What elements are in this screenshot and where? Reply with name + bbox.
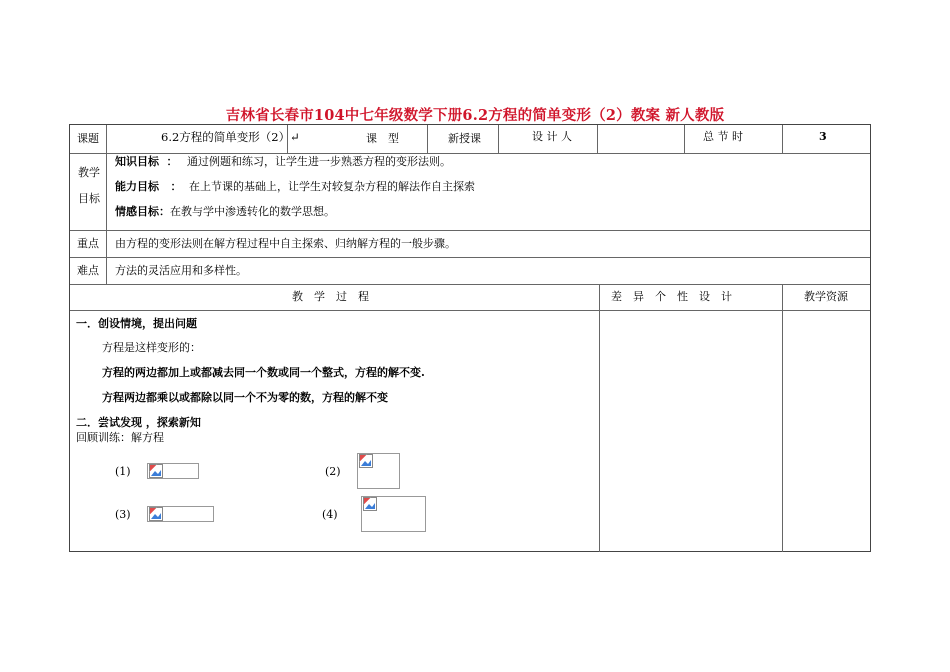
topic-value: 6.2方程的简单变形（2）↵ (161, 130, 300, 144)
process-header: 教 学 过 程 (292, 290, 369, 303)
broken-image-icon (149, 464, 163, 478)
type-value: 新授课 (448, 132, 481, 145)
emotion-goal: 情感目标：在教与学中渗透转化的数学思想。 (115, 205, 335, 218)
section2-title: 二．尝试发现 ，探索新知 (76, 416, 201, 429)
knowledge-goal: 知识目标 ： 通过例题和练习，让学生进一步熟悉方程的变形法则。 (115, 155, 451, 168)
equation-3-label: (3) (115, 508, 131, 521)
broken-image-icon (149, 507, 163, 521)
designer-label: 设 计 人 (532, 130, 572, 143)
emotion-goal-label: 情感目标 (115, 205, 159, 218)
document-title: 吉林省长春市104中七年级数学下册6.2方程的简单变形（2）教案 新人教版 (225, 107, 725, 124)
equation-3-image (147, 506, 214, 522)
broken-image-icon (359, 454, 373, 468)
emotion-goal-text: 在教与学中渗透转化的数学思想。 (170, 205, 335, 218)
rule-1: 方程的两边都加上或都减去同一个数或同一个整式，方程的解不变. (102, 366, 425, 379)
resources-header: 教学资源 (804, 290, 848, 303)
equation-1-label: (1) (115, 465, 131, 478)
type-label: 课 型 (366, 132, 399, 145)
topic-label: 课题 (77, 132, 99, 145)
section1-intro: 方程是这样变形的： (102, 341, 201, 354)
knowledge-goal-label: 知识目标 (115, 155, 159, 168)
rule-2: 方程两边都乘以或都除以同一个不为零的数，方程的解不变 (102, 391, 388, 404)
equation-2-label: (2) (325, 465, 341, 478)
equation-4-image (361, 496, 426, 532)
key-point-text: 由方程的变形法则在解方程过程中自主探索、归纳解方程的一般步骤。 (115, 237, 456, 250)
goals-label-2: 目标 (78, 192, 100, 205)
equation-4-label: (4) (322, 508, 338, 521)
review-text: 回顾训练：解方程 (76, 431, 164, 444)
difficulty-text: 方法的灵活应用和多样性。 (115, 264, 247, 277)
hours-label: 总 节 时 (703, 130, 743, 143)
knowledge-goal-text: 通过例题和练习，让学生进一步熟悉方程的变形法则。 (187, 155, 451, 168)
equation-1-image (147, 463, 199, 479)
section1-title: 一．创设情境，提出问题 (76, 317, 197, 330)
ability-goal-label: 能力目标 (115, 180, 159, 193)
ability-goal-text: 在上节课的基础上，让学生对较复杂方程的解法作自主探索 (189, 180, 475, 193)
difficulty-label: 难点 (77, 264, 99, 277)
lesson-plan-table (69, 124, 871, 552)
equation-2-image (357, 453, 400, 489)
key-point-label: 重点 (77, 237, 99, 250)
design-header: 差 异 个 性 设 计 (611, 290, 732, 303)
goals-label-1: 教学 (78, 166, 100, 179)
hours-value: 3 (819, 130, 827, 143)
broken-image-icon (363, 497, 377, 511)
ability-goal: 能力目标 ： 在上节课的基础上，让学生对较复杂方程的解法作自主探索 (115, 180, 475, 193)
